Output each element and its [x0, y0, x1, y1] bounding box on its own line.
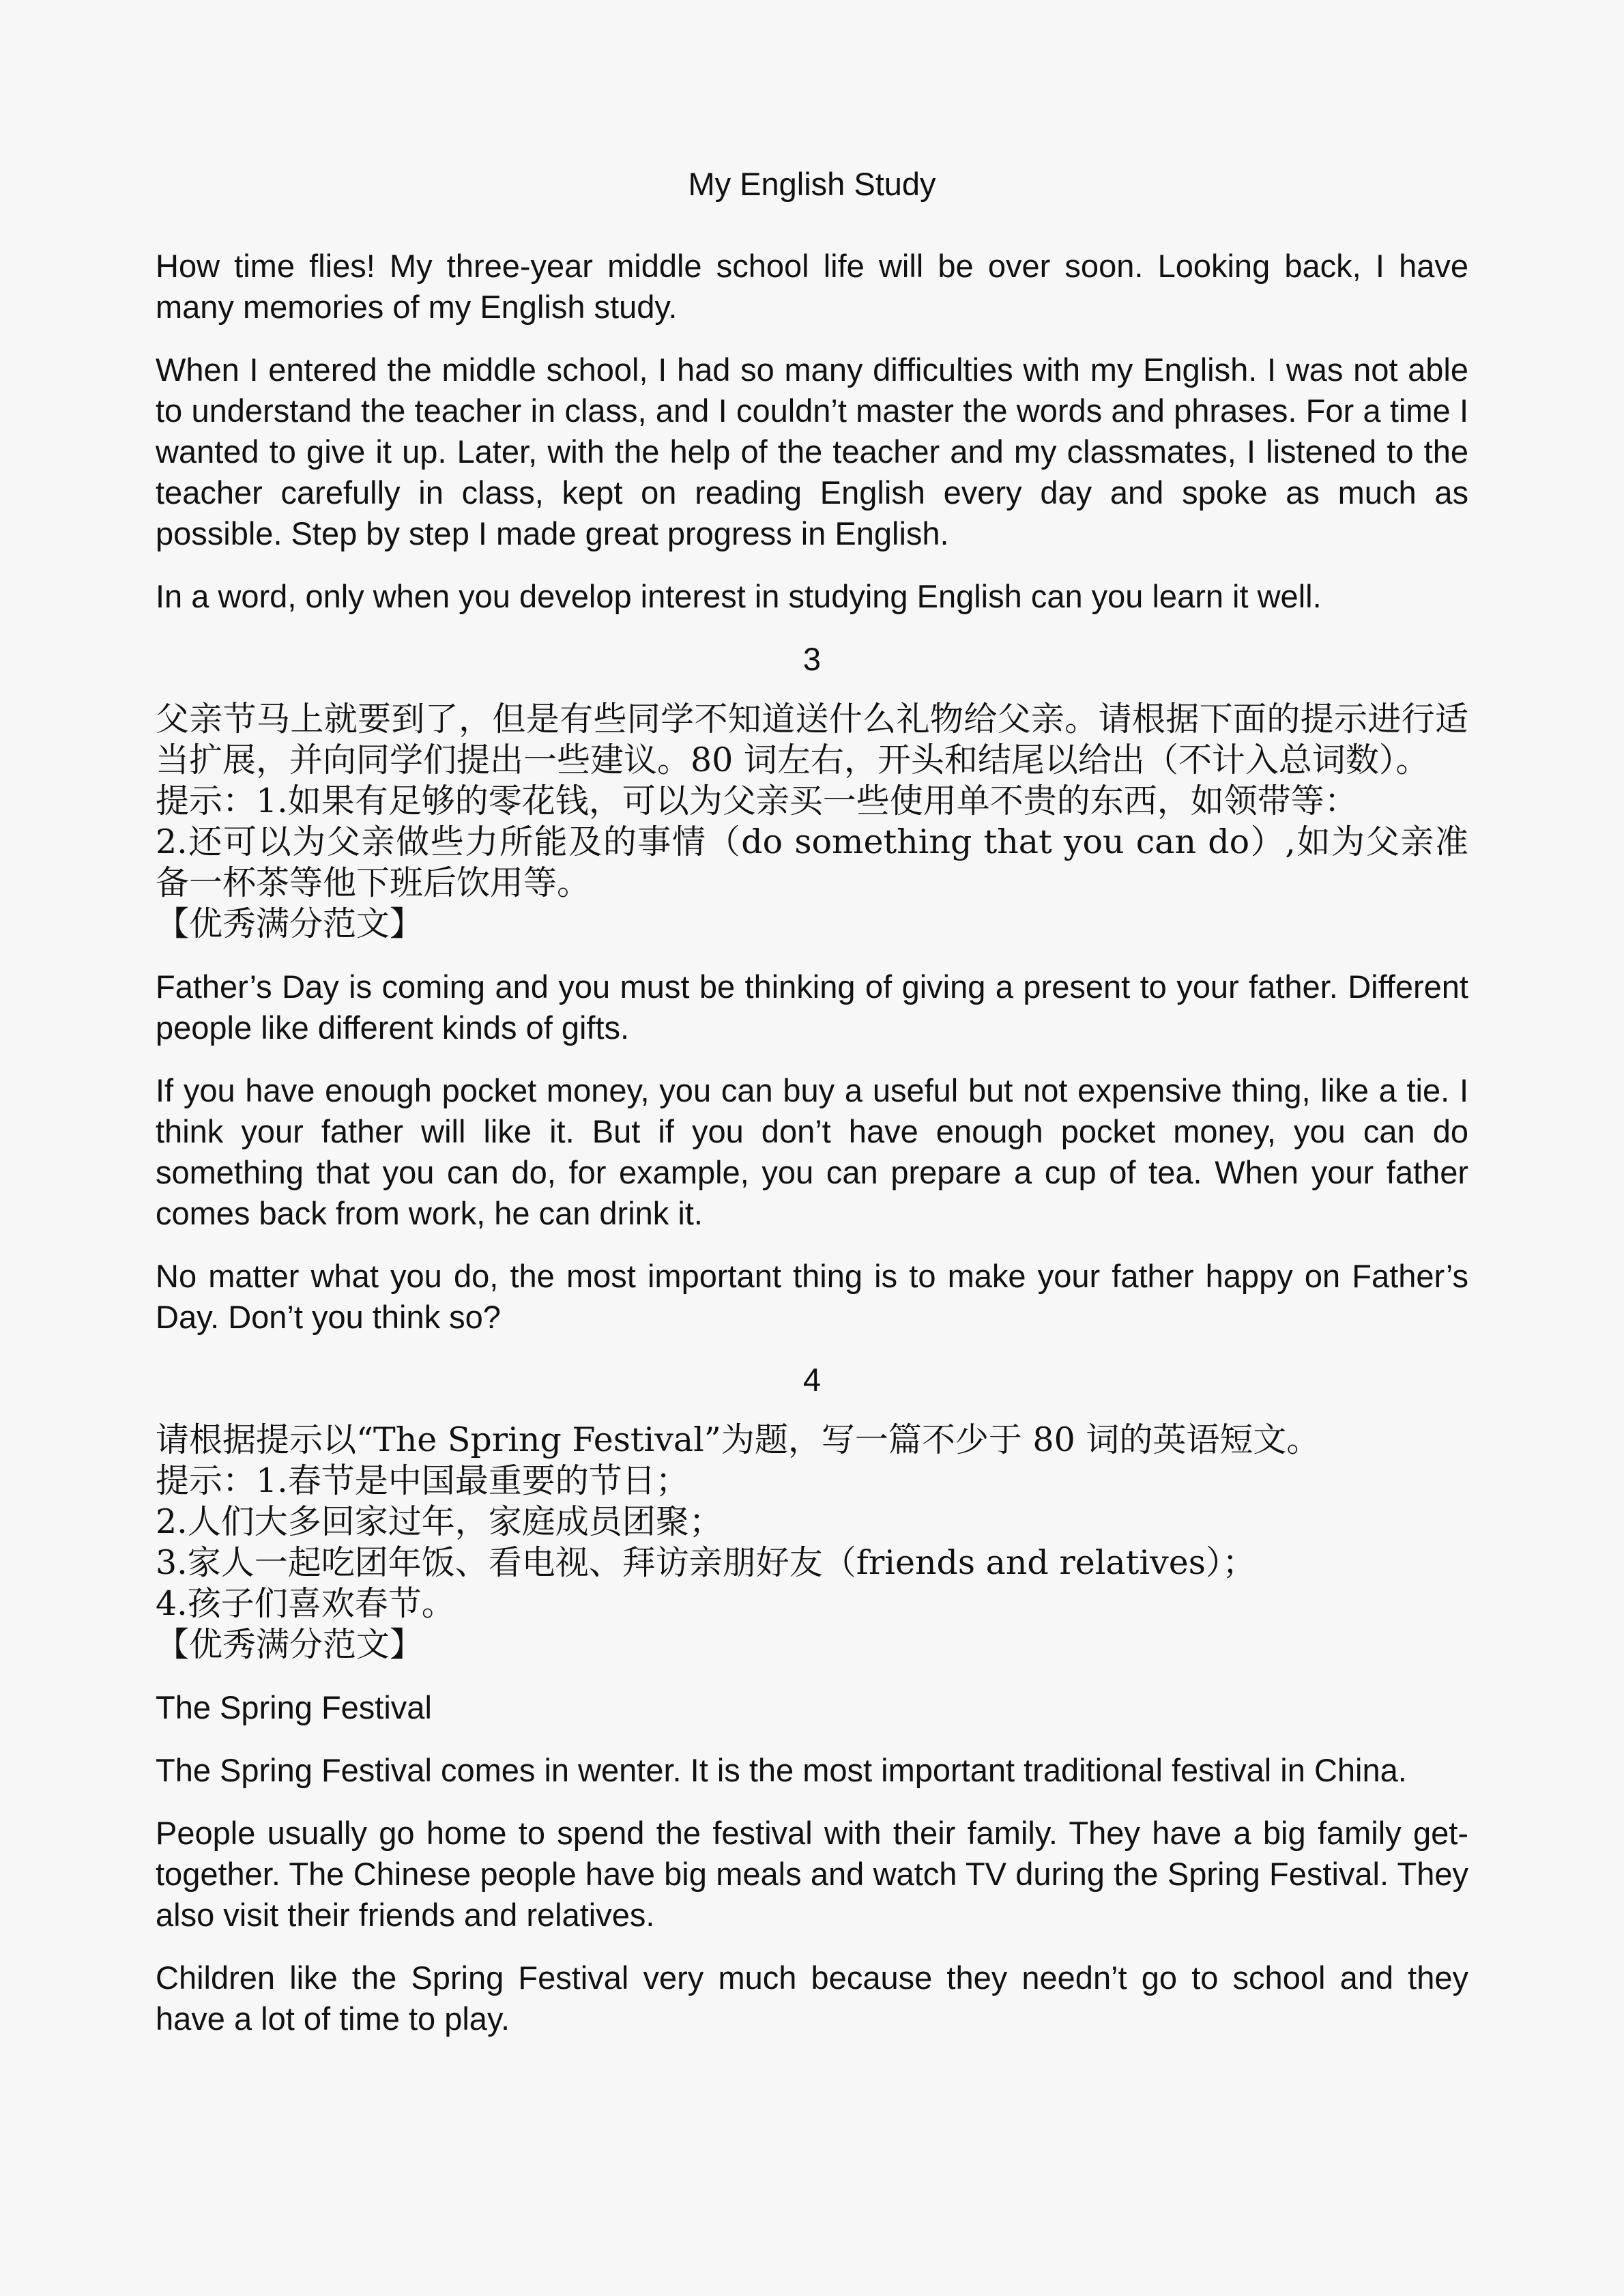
essay-paragraph: If you have enough pocket money, you can buy a useful but not expensive thing, like a tie. I think your father will like it. But if you don’t have enough pocket money, you can do something that you can do, for example, you can prepare a cup of tea. When your father comes back from work, he can drink it.: [156, 1072, 1468, 1231]
model-essay-label: 【优秀满分范文】: [156, 1625, 424, 1664]
essay-paragraph: The Spring Festival comes in wenter. It is the most important traditional festival in China.: [156, 1752, 1407, 1788]
section-number: 4: [802, 1362, 822, 1398]
essay-paragraph: How time flies! My three-year middle school life will be over soon. Looking back, I have many memories of my English study.: [156, 248, 1468, 325]
prompt-hint: 4.孩子们喜欢春节。: [156, 1584, 455, 1623]
prompt-hint: 提示：1.春节是中国最重要的节日；: [156, 1461, 689, 1500]
prompt-hint: 2.还可以为父亲做些力所能及的事情（do something that you can do）,如为父亲准备一杯茶等他下班后饮用等。: [156, 822, 1468, 902]
essay-paragraph: In a word, only when you develop interest in studying English can you learn it well.: [156, 578, 1322, 614]
essay-paragraph: When I entered the middle school, I had so many difficulties with my English. I was not able to understand the teacher in class, and I couldn’t master the words and phrases. For a time I wanted to give it up. Later, with the help of the teacher and my classmates, I listened to the teacher carefully in class, kept on reading English every day and spoke as much as possible. Step by step I made great progress in English.: [156, 351, 1468, 551]
section-number: 3: [802, 641, 822, 677]
essay-paragraph: Father’s Day is coming and you must be thinking of giving a present to your father. Different people like different kinds of gifts.: [156, 968, 1468, 1046]
model-essay-title: The Spring Festival: [156, 1689, 432, 1725]
prompt-text: 请根据提示以“The Spring Festival”为题，写一篇不少于 80 词的英语短文。: [156, 1420, 1320, 1459]
prompt-hint: 2.人们大多回家过年，家庭成员团聚；: [156, 1502, 723, 1541]
essay-title: My English Study: [688, 166, 936, 202]
writing-prompt: [156, 699, 1468, 945]
prompt-hint: 提示：1.如果有足够的零花钱，可以为父亲买一些使用单不贵的东西，如领带等：: [156, 781, 1358, 820]
essay-paragraph: No matter what you do, the most important thing is to make your father happy on Father’s Day. Don’t you think so?: [156, 1258, 1468, 1335]
writing-prompt: [156, 1420, 1468, 1665]
document-page: [156, 164, 1468, 2061]
model-essay-label: 【优秀满分范文】: [156, 904, 424, 943]
essay-paragraph: Children like the Spring Festival very much because they needn’t go to school and they have a lot of time to play.: [156, 1960, 1468, 2037]
essay-paragraph: People usually go home to spend the festival with their family. They have a big family get-together. The Chinese people have big meals and watch TV during the Spring Festival. They also visit their friends and relatives.: [156, 1815, 1468, 1933]
prompt-text: 父亲节马上就要到了，但是有些同学不知道送什么礼物给父亲。请根据下面的提示进行适当扩展，并向同学们提出一些建议。80 词左右，开头和结尾以给出（不计入总词数）。: [156, 700, 1468, 779]
prompt-hint: 3.家人一起吃团年饭、看电视、拜访亲朋好友（friends and relatives）；: [156, 1543, 1256, 1582]
